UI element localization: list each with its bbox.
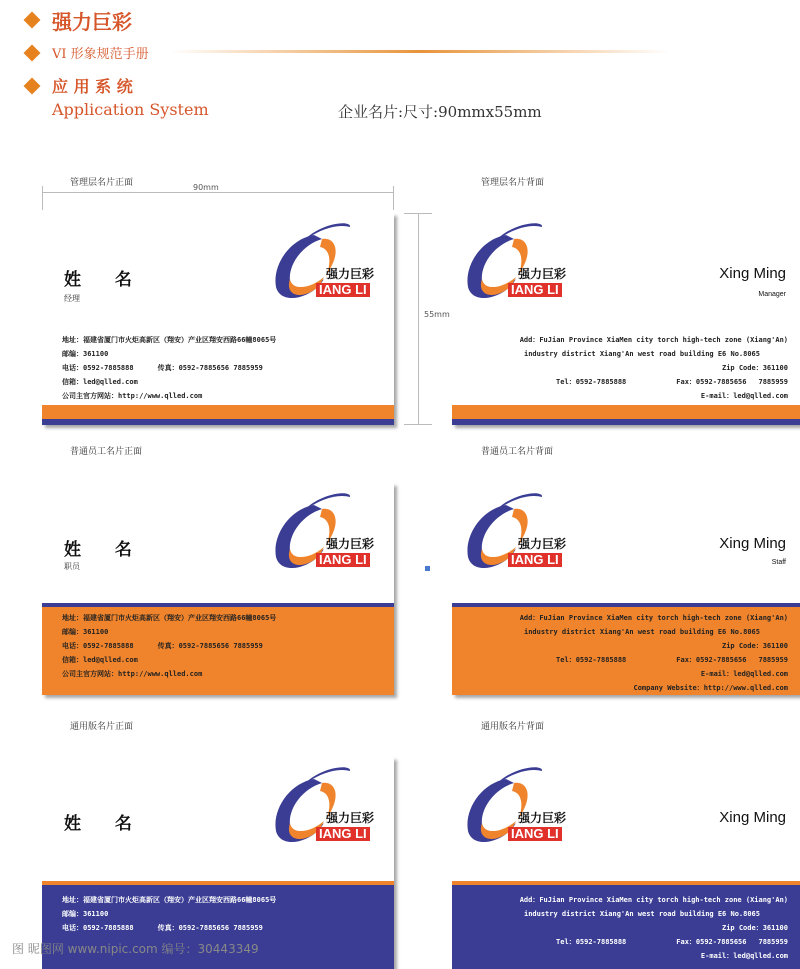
header-diamond-2 (24, 45, 41, 62)
zip-code: Zip Code：361100 (721, 924, 788, 932)
header-section-en: Application System (52, 100, 209, 119)
logo-brand-cn: 强力巨彩 (326, 537, 375, 551)
website-cn: 公司主官方网站：http://www.qlled.com (62, 392, 203, 400)
contact-info-cn (62, 893, 276, 935)
email-en: E-mail：led@qlled.com (700, 392, 788, 400)
fax-en-2: 7885959 (758, 378, 788, 386)
tel-en: Tel：0592-7885888 (556, 938, 627, 946)
header-divider (170, 50, 670, 53)
role-en: Staff (771, 559, 786, 566)
caption-staff-front: 普通员工名片正面 (70, 447, 143, 457)
role-cn: 职员 (64, 562, 80, 571)
company-logo (462, 765, 572, 845)
height-guide-tick-bottom (404, 424, 432, 425)
card-manager-back (452, 213, 800, 425)
contact-info-en (520, 893, 788, 963)
postcode-cn: 邮编：361100 (62, 628, 109, 636)
name-en: Xing Ming (719, 535, 786, 552)
fax-cn: 传真：0592-7885656 7885959 (157, 924, 263, 932)
logo-brand-en: IANG LI (508, 283, 562, 297)
phone-fax-row (62, 639, 276, 653)
tel-en: Tel：0592-7885888 (556, 656, 627, 664)
caption-manager-back: 管理层名片背面 (481, 178, 545, 188)
logo-brand-en: IANG LI (508, 827, 562, 841)
name-cn: 姓 名 (64, 540, 146, 560)
address-line-1: Add：FuJian Province XiaMen city torch high-tech zone (Xiang'An) (519, 896, 788, 904)
fax-en: Fax：0592-7885656 (676, 938, 747, 946)
postcode-cn: 邮编：361100 (62, 350, 109, 358)
tel-fax-row (520, 653, 788, 667)
height-guide-tick-top (404, 213, 432, 214)
card-manager-front (42, 213, 394, 425)
height-guide-line (418, 213, 419, 425)
role-en: Manager (758, 291, 786, 298)
phone-fax-row (62, 361, 276, 375)
logo-brand-en: IANG LI (316, 553, 370, 567)
blue-bar (452, 419, 800, 425)
tel-fax-row (520, 375, 788, 389)
tel-fax-row (520, 935, 788, 949)
zip-code: Zip Code：361100 (721, 364, 788, 372)
blue-bar (42, 419, 394, 425)
card-size-spec: 企业名片:尺寸:90mmx55mm (338, 103, 542, 121)
logo-brand-en: IANG LI (316, 283, 370, 297)
header-section: 应 用 系 统 (52, 77, 133, 96)
caption-manager-front: 管理层名片正面 (70, 178, 134, 188)
name-en: Xing Ming (719, 809, 786, 826)
company-logo (462, 221, 572, 301)
fax-en: Fax：0592-7885656 (676, 656, 747, 664)
card-staff-back (452, 483, 800, 695)
address-cn: 地址：福建省厦门市火炬高新区（翔安）产业区翔安西路66幢8065号 (62, 896, 277, 904)
tel-cn: 电话：0592-7885888 (62, 642, 134, 650)
logo-brand-cn: 强力巨彩 (326, 811, 375, 825)
role-cn: 经理 (64, 294, 80, 303)
website-cn: 公司主官方网站：http://www.qlled.com (62, 670, 203, 678)
logo-brand-cn: 强力巨彩 (518, 267, 567, 281)
caption-general-back: 通用版名片背面 (481, 722, 545, 732)
email-en: E-mail：led@qlled.com (700, 670, 788, 678)
header-diamond-1 (24, 12, 41, 29)
logo-brand-en: IANG LI (316, 827, 370, 841)
fax-en-2: 7885959 (758, 938, 788, 946)
address-line-2: industry district Xiang'An west road building E6 No.8065 (523, 350, 760, 358)
address-line-1: Add：FuJian Province XiaMen city torch high-tech zone (Xiang'An) (519, 614, 788, 622)
website-en: Company Website：http://www.qlled.com (633, 684, 788, 692)
contact-info-cn (62, 611, 276, 681)
fax-cn: 传真：0592-7885656 7885959 (157, 364, 263, 372)
address-cn: 地址：福建省厦门市火炬高新区（翔安）产业区翔安西路66幢8065号 (62, 336, 277, 344)
header-diamond-3 (24, 78, 41, 95)
email-cn: 信箱：led@qlled.com (62, 378, 138, 386)
name-cn: 姓 名 (64, 270, 146, 290)
orange-bar (452, 405, 800, 419)
orange-bar (42, 405, 394, 419)
company-logo (270, 491, 380, 571)
card-general-front (42, 757, 394, 969)
address-cn: 地址：福建省厦门市火炬高新区（翔安）产业区翔安西路66幢8065号 (62, 614, 277, 622)
logo-brand-cn: 强力巨彩 (518, 811, 567, 825)
company-logo (462, 491, 572, 571)
watermark-text: 图 昵图网 www.nipic.com 编号：30443349 (12, 942, 259, 956)
card-staff-front (42, 483, 394, 695)
postcode-cn: 邮编：361100 (62, 910, 109, 918)
zip-code: Zip Code：361100 (721, 642, 788, 650)
small-blue-marker (425, 566, 430, 571)
name-cn: 姓 名 (64, 814, 146, 834)
width-label: 90mm (193, 183, 219, 192)
contact-info-cn (62, 333, 276, 403)
address-line-2: industry district Xiang'An west road building E6 No.8065 (523, 910, 760, 918)
logo-brand-cn: 强力巨彩 (326, 267, 375, 281)
width-guide-line (42, 192, 394, 193)
caption-general-front: 通用版名片正面 (70, 722, 134, 732)
phone-fax-row (62, 921, 276, 935)
logo-brand-cn: 强力巨彩 (518, 537, 567, 551)
fax-en: Fax：0592-7885656 (676, 378, 747, 386)
email-en: E-mail：led@qlled.com (700, 952, 788, 960)
email-cn: 信箱：led@qlled.com (62, 656, 138, 664)
company-logo (270, 221, 380, 301)
header-subtitle: VI 形象规范手册 (52, 47, 149, 62)
height-label: 55mm (424, 310, 450, 319)
width-guide-tick-right (393, 186, 394, 210)
address-line-1: Add：FuJian Province XiaMen city torch high-tech zone (Xiang'An) (519, 336, 788, 344)
tel-cn: 电话：0592-7885888 (62, 364, 134, 372)
contact-info-en (520, 611, 788, 695)
fax-en-2: 7885959 (758, 656, 788, 664)
tel-cn: 电话：0592-7885888 (62, 924, 134, 932)
name-en: Xing Ming (719, 265, 786, 282)
width-guide-tick-left (42, 186, 43, 210)
company-logo (270, 765, 380, 845)
tel-en: Tel：0592-7885888 (556, 378, 627, 386)
caption-staff-back: 普通员工名片背面 (481, 447, 554, 457)
logo-brand-en: IANG LI (508, 553, 562, 567)
fax-cn: 传真：0592-7885656 7885959 (157, 642, 263, 650)
card-general-back (452, 757, 800, 969)
header-title: 强力巨彩 (52, 10, 132, 34)
address-line-2: industry district Xiang'An west road building E6 No.8065 (523, 628, 760, 636)
